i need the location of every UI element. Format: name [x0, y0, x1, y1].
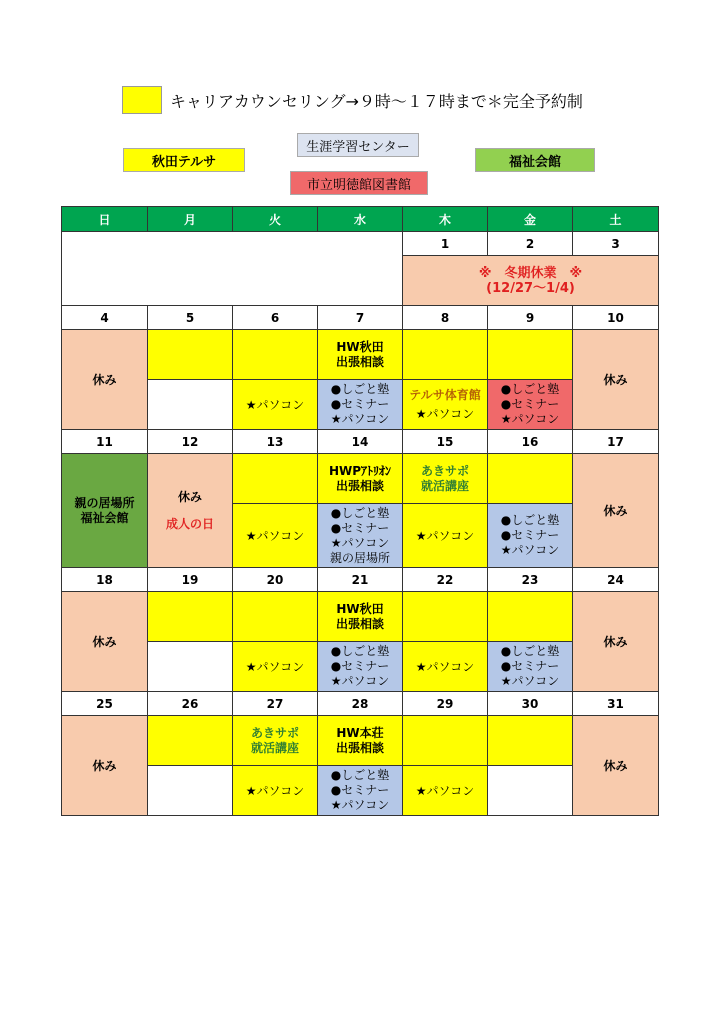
slot-cell — [403, 592, 488, 642]
event-line: ●しごと塾 — [330, 505, 390, 520]
event-line: ●しごと塾 — [330, 644, 390, 658]
event-shigoto — [488, 504, 573, 568]
winter-closure — [403, 256, 659, 306]
date-cell: 28 — [318, 692, 403, 716]
date-cell: 1 — [403, 232, 488, 256]
week3-top — [62, 454, 659, 504]
weekday-tue: 火 — [233, 207, 318, 232]
event-line: ●しごと塾 — [330, 382, 390, 396]
date-cell: 11 — [62, 430, 148, 454]
date-cell: 26 — [148, 692, 233, 716]
week4-dates — [62, 568, 659, 592]
event-line: 成人の日 — [165, 516, 214, 531]
event-pc: ★パソコン — [233, 766, 318, 816]
event-shigoto — [318, 380, 403, 430]
event-line: 就活講座 — [420, 478, 469, 493]
date-cell: 20 — [233, 568, 318, 592]
closure-line1: ※ 冬期休業 ※ — [478, 265, 583, 281]
event-shigoto — [318, 642, 403, 692]
holiday-cell: 休み — [62, 592, 148, 692]
date-cell: 10 — [573, 306, 659, 330]
event-pc: ★パソコン — [233, 380, 318, 430]
week1-empty — [62, 232, 403, 306]
date-cell: 25 — [62, 692, 148, 716]
event-shigoto — [488, 380, 573, 430]
event-akisapo — [233, 716, 318, 766]
slot-cell — [488, 592, 573, 642]
venue-shogai: 生涯学習センター — [297, 133, 419, 157]
event-akisapo — [403, 454, 488, 504]
slot-cell — [488, 330, 573, 380]
date-cell: 27 — [233, 692, 318, 716]
seijin-no-hi-cell — [148, 454, 233, 568]
holiday-cell: 休み — [573, 454, 659, 568]
event-terusa-gym — [403, 380, 488, 430]
weekday-sat: 土 — [573, 207, 659, 232]
date-cell: 7 — [318, 306, 403, 330]
event-line: ●セミナー — [330, 397, 390, 411]
slot-cell — [148, 642, 233, 692]
slot-cell — [403, 330, 488, 380]
event-pc: ★パソコン — [233, 504, 318, 568]
event-line: ★パソコン — [330, 535, 390, 550]
slot-cell — [148, 330, 233, 380]
slot-cell — [488, 766, 573, 816]
holiday-cell: 休み — [573, 716, 659, 816]
weekday-header — [62, 207, 659, 232]
date-cell: 5 — [148, 306, 233, 330]
week5-dates — [62, 692, 659, 716]
event-shigoto — [488, 642, 573, 692]
event-line: 出張相談 — [335, 354, 384, 369]
weekday-thu: 木 — [403, 207, 488, 232]
calendar-table — [61, 206, 659, 816]
event-line: 福祉会館 — [80, 510, 129, 525]
event-line: ★パソコン — [500, 674, 560, 688]
week2-top — [62, 330, 659, 380]
slot-cell — [148, 766, 233, 816]
week1-dates — [62, 232, 659, 256]
event-line: ●セミナー — [330, 520, 390, 535]
date-cell: 24 — [573, 568, 659, 592]
event-line: あきサポ — [250, 725, 299, 740]
date-cell: 16 — [488, 430, 573, 454]
event-hw-akita — [318, 592, 403, 642]
date-cell: 29 — [403, 692, 488, 716]
date-cell: 22 — [403, 568, 488, 592]
date-cell: 12 — [148, 430, 233, 454]
oya-ibasho-cell — [62, 454, 148, 568]
event-line: 就活講座 — [250, 740, 299, 755]
closure-line2: (12/27～1/4) — [486, 280, 575, 296]
date-cell: 30 — [488, 692, 573, 716]
event-line: 出張相談 — [335, 740, 384, 755]
slot-cell — [148, 380, 233, 430]
date-cell: 2 — [488, 232, 573, 256]
week2-dates — [62, 306, 659, 330]
event-line: 出張相談 — [335, 616, 384, 631]
event-pc: ★パソコン — [403, 642, 488, 692]
holiday-cell: 休み — [62, 716, 148, 816]
slot-cell — [488, 454, 573, 504]
event-line: ●セミナー — [330, 783, 390, 797]
event-line: ●セミナー — [500, 528, 560, 542]
weekday-mon: 月 — [148, 207, 233, 232]
week3-dates — [62, 430, 659, 454]
slot-cell — [233, 454, 318, 504]
event-line: ★パソコン — [500, 412, 560, 426]
event-line: ●セミナー — [500, 659, 560, 673]
event-line: 親の居場所 — [329, 550, 390, 565]
event-line: ●しごと塾 — [500, 644, 560, 658]
weekday-fri: 金 — [488, 207, 573, 232]
event-hw-honjo — [318, 716, 403, 766]
event-line: ★パソコン — [330, 798, 390, 812]
holiday-cell: 休み — [62, 330, 148, 430]
date-cell: 18 — [62, 568, 148, 592]
event-hw-akita — [318, 330, 403, 380]
event-line: ★パソコン — [415, 406, 475, 421]
event-line: ●セミナー — [330, 659, 390, 673]
week5-top — [62, 716, 659, 766]
weekday-sun: 日 — [62, 207, 148, 232]
week5-bottom — [62, 766, 659, 816]
date-cell: 31 — [573, 692, 659, 716]
week2-bottom — [62, 380, 659, 430]
legend-swatch-yellow — [122, 86, 162, 114]
event-line: 出張相談 — [335, 478, 384, 493]
slot-cell — [233, 592, 318, 642]
event-shigoto — [318, 504, 403, 568]
slot-cell — [148, 716, 233, 766]
event-pc: ★パソコン — [233, 642, 318, 692]
weekday-wed: 水 — [318, 207, 403, 232]
venue-fukushi: 福祉会館 — [475, 148, 595, 172]
date-cell: 8 — [403, 306, 488, 330]
slot-cell — [148, 592, 233, 642]
event-line: 親の居場所 — [74, 495, 135, 510]
event-shigoto — [318, 766, 403, 816]
date-cell: 6 — [233, 306, 318, 330]
event-line: ★パソコン — [330, 674, 390, 688]
venue-library: 市立明徳館図書館 — [290, 171, 428, 195]
date-cell: 4 — [62, 306, 148, 330]
event-line: HW秋田 — [336, 339, 384, 354]
date-cell: 3 — [573, 232, 659, 256]
event-line: ●しごと塾 — [500, 513, 560, 527]
week4-top — [62, 592, 659, 642]
event-pc: ★パソコン — [403, 766, 488, 816]
slot-cell — [488, 716, 573, 766]
date-cell: 17 — [573, 430, 659, 454]
event-hwp-atrion — [318, 454, 403, 504]
event-line: HW秋田 — [336, 601, 384, 616]
date-cell: 21 — [318, 568, 403, 592]
event-line: ★パソコン — [500, 543, 560, 557]
event-line: HW本荘 — [336, 725, 384, 740]
holiday-cell: 休み — [573, 592, 659, 692]
legend-text: キャリアカウンセリング→９時～１７時まで＊完全予約制 — [170, 92, 583, 111]
event-line: 休み — [177, 489, 202, 504]
date-cell: 15 — [403, 430, 488, 454]
week4-bottom — [62, 642, 659, 692]
event-line: ●セミナー — [500, 397, 560, 411]
date-cell: 19 — [148, 568, 233, 592]
event-line: ★パソコン — [330, 412, 390, 426]
event-pc: ★パソコン — [403, 504, 488, 568]
event-line: ●しごと塾 — [500, 382, 560, 396]
date-cell: 14 — [318, 430, 403, 454]
date-cell: 23 — [488, 568, 573, 592]
event-line: HWPｱﾄﾘｵﾝ — [328, 463, 392, 478]
event-line: ●しごと塾 — [330, 768, 390, 782]
slot-cell — [403, 716, 488, 766]
date-cell: 9 — [488, 306, 573, 330]
holiday-cell: 休み — [573, 330, 659, 430]
event-line: テルサ体育館 — [409, 387, 481, 402]
event-line: あきサポ — [420, 463, 469, 478]
venue-terusa: 秋田テルサ — [123, 148, 245, 172]
slot-cell — [233, 330, 318, 380]
date-cell: 13 — [233, 430, 318, 454]
